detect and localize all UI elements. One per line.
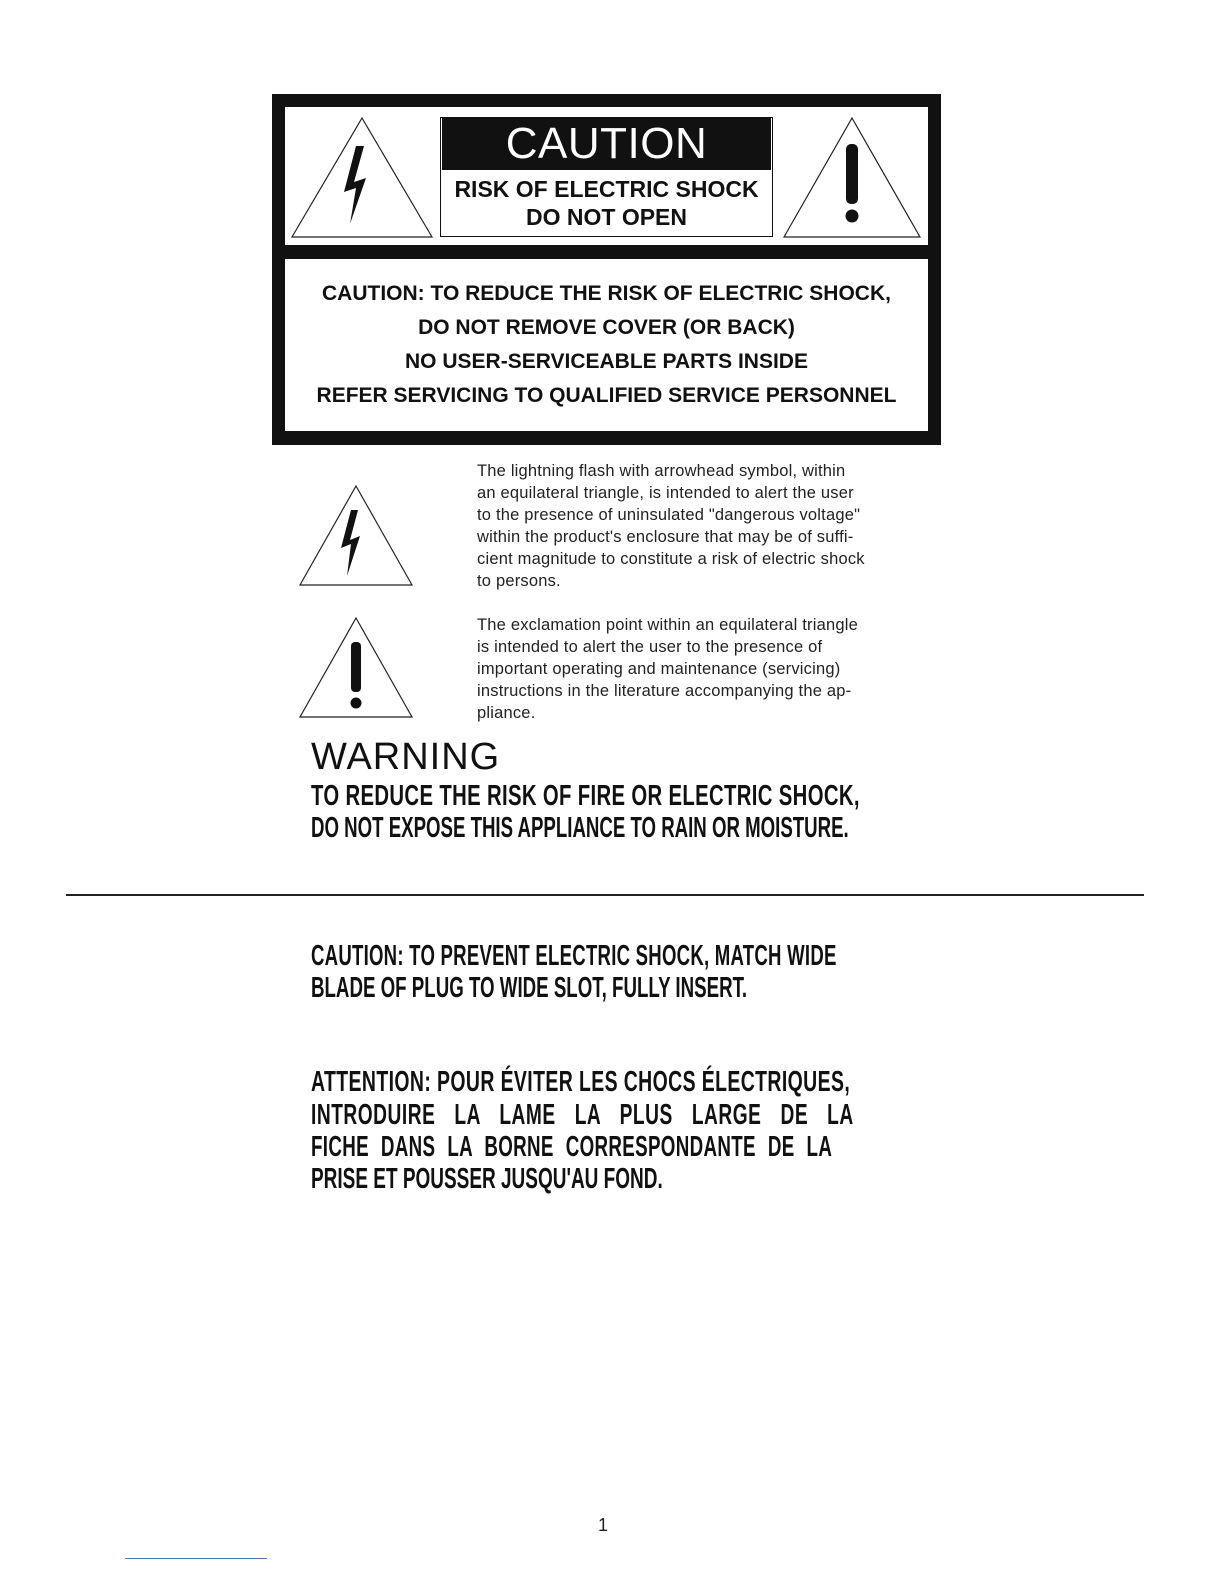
exclamation-triangle-icon (298, 616, 414, 720)
risk-of-shock-text: RISK OF ELECTRIC SHOCK (454, 176, 759, 202)
lightning-triangle-icon (298, 484, 414, 588)
warning-heading: WARNING (311, 736, 501, 778)
exclamation-symbol-explanation: The exclamation point within an equilateral triangle is intended to alert the user to the presence of important operating and maintenance (servicing) instructions in the literature accompanying the ap- pliance. (477, 616, 858, 722)
warning-line: TO REDUCE THE RISK OF FIRE OR ELECTRIC SHOCK, (311, 780, 860, 812)
footer-line (125, 1558, 267, 1559)
caution-instruction-line: REFER SERVICING TO QUALIFIED SERVICE PERSONNEL (316, 384, 897, 407)
do-not-open-text: DO NOT OPEN (525, 204, 687, 230)
lightning-triangle-icon (290, 116, 435, 240)
plug-caution-line: BLADE OF PLUG TO WIDE SLOT, FULLY INSERT. (311, 972, 748, 1004)
attention-line: FICHE DANS LA BORNE CORRESPONDANTE DE LA (311, 1131, 833, 1163)
lightning-symbol-explanation: The lightning flash with arrowhead symbol, within an equilateral triangle, is intended to alert the user to the presence of uninsulated "dangerous voltage" within the product's enclosure that may be of suffi- cient magnitude to constitute a risk of electric shock to persons. (477, 462, 865, 590)
attention-line: PRISE ET POUSSER JUSQU'AU FOND. (311, 1163, 663, 1195)
horizontal-divider (66, 894, 1144, 896)
caution-title: CAUTION (442, 118, 771, 170)
caution-instruction-line: DO NOT REMOVE COVER (OR BACK) (418, 316, 795, 339)
caution-instruction-line: NO USER-SERVICEABLE PARTS INSIDE (405, 350, 808, 373)
plug-caution-line: CAUTION: TO PREVENT ELECTRIC SHOCK, MATCH WIDE (311, 940, 837, 972)
warning-line: DO NOT EXPOSE THIS APPLIANCE TO RAIN OR MOISTURE. (311, 812, 849, 844)
exclamation-triangle-icon (782, 116, 922, 240)
attention-line: INTRODUIRE LA LAME LA PLUS LARGE DE LA (311, 1099, 854, 1131)
caution-instruction-line: CAUTION: TO REDUCE THE RISK OF ELECTRIC SHOCK, (322, 282, 891, 305)
page-number: 1 (598, 1515, 609, 1535)
attention-line: ATTENTION: POUR ÉVITER LES CHOCS ÉLECTRIQUES, (311, 1066, 851, 1098)
